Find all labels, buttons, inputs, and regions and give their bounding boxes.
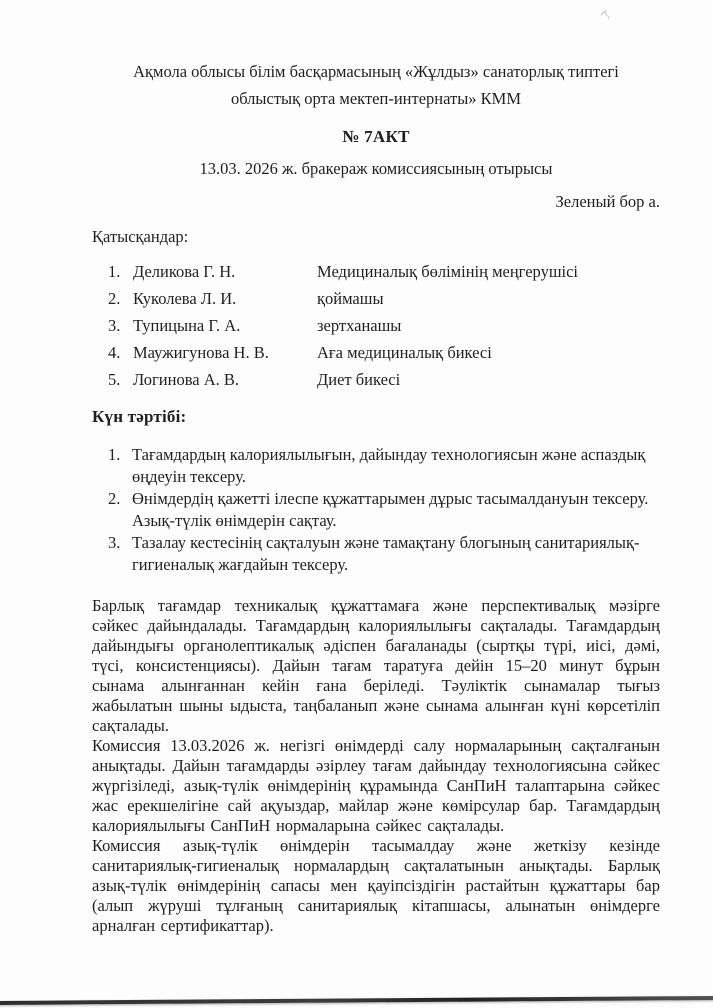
org-title-line1: Ақмола облысы білім басқармасының «Жұлдыз» санаторлық типтегі bbox=[133, 62, 619, 81]
agenda-item-text: Тазалау кестесінің сақталуын және тамақтану блогының санитариялық-гигиеналық жағдайын тексеру. bbox=[132, 533, 640, 574]
body-paragraph: Комиссия азық-түлік өнімдерін тасымалдау және жеткізу кезінде санитариялық-гигиеналық нормалардың сақталатынын анықтады. Барлық азық-түлік өнімдерінің сапасы мен қауіпсіздігін растайтын құжаттары бар (алып жүруші тұлғаның санитариялық кітапшасы, алынатын өнімдерге арналған сертификаттар). bbox=[92, 836, 660, 935]
participant-name: Маужигунова Н. В. bbox=[133, 343, 269, 362]
participant-name: Куколева Л. И. bbox=[133, 289, 237, 308]
participant-row bbox=[108, 312, 660, 339]
body-paragraph: Барлық тағамдар техникалық құжаттамаға және перспективалық мәзірге сәйкес дайындалады. Тағамдардың калориялылығы сақталады. Тағамдардың дайындығы органолептикалық әдіспен бағаланады (сыртқы түрі, иісі, дәмі, түсі, консистенциясы). Дайын тағам таратуға дейін 15–20 минут бұрын сынама алынғаннан кейін ғана беріледі. Тәуліктік сынамалар тығыз жабылатын шыны ыдыста, таңбаланып және сынама алынған күні көрсетіліп сақталады. bbox=[92, 596, 660, 735]
participant-number: 4. bbox=[108, 343, 121, 362]
participant-name: Тупицына Г. А. bbox=[133, 316, 241, 335]
participant-role: зертханашы bbox=[317, 316, 402, 335]
participant-number: 2. bbox=[108, 289, 121, 308]
scan-artifact-mark bbox=[598, 7, 614, 23]
agenda-item-number: 1. bbox=[108, 445, 121, 464]
participant-number: 3. bbox=[108, 316, 121, 335]
agenda-item bbox=[108, 532, 660, 576]
act-number-heading: № 7АКТ bbox=[342, 127, 410, 146]
participant-number: 5. bbox=[108, 370, 121, 389]
participant-row bbox=[108, 258, 660, 285]
participant-row bbox=[108, 339, 660, 366]
participant-row bbox=[108, 366, 660, 393]
body-paragraphs bbox=[92, 596, 660, 936]
agenda-item-text: Тағамдардың калориялылығын, дайындау технологиясын және аспаздық өңдеуін тексеру. bbox=[132, 445, 646, 486]
agenda-item-text: Өнімдердің қажетті ілеспе құжаттарымен дұрыс тасымалдануын тексеру. Азық-түлік өнімдерін сақтау. bbox=[132, 489, 649, 530]
agenda-item bbox=[108, 444, 660, 488]
meeting-title: 13.03. 2026 ж. бракераж комиссиясының отырысы bbox=[199, 159, 553, 178]
agenda-item-number: 3. bbox=[108, 533, 121, 552]
body-paragraph: Комиссия 13.03.2026 ж. негізгі өнімдерді салу нормаларының сақталғанын анықтады. Дайын тағамдарды әзірлеу тағам дайындау технологиясына сәйкес жүргізіледі, азық-түлік өнімдерінің құрамында СанПиН талаптарына сәйкес жас ерекшелігіне сай ақуыздар, майлар және көмірсулар бар. Тағамдардың калориялылығы СанПиН нормаларына сәйкес сақталады. bbox=[92, 736, 660, 835]
location-line: Зеленый бор а. bbox=[555, 192, 660, 211]
participant-role: Медициналық бөлімінің меңгерушісі bbox=[317, 262, 579, 281]
scan-edge bbox=[0, 996, 713, 1005]
participant-number: 1. bbox=[108, 262, 121, 281]
participants-heading: Қатысқандар: bbox=[92, 227, 189, 246]
org-title-line2: облыстық орта мектеп-интернаты» КММ bbox=[230, 89, 522, 108]
participant-name: Деликова Г. Н. bbox=[133, 262, 236, 281]
document-content bbox=[92, 58, 660, 936]
participants-list bbox=[92, 258, 660, 393]
agenda-list bbox=[92, 444, 660, 576]
agenda-item bbox=[108, 488, 660, 532]
participant-role: қоймашы bbox=[317, 289, 384, 308]
participant-name: Логинова А. В. bbox=[133, 370, 240, 389]
participant-role: Диет бикесі bbox=[317, 370, 401, 389]
agenda-item-number: 2. bbox=[108, 489, 121, 508]
participant-role: Аға медициналық бикесі bbox=[317, 343, 492, 362]
participant-row bbox=[108, 285, 660, 312]
agenda-heading: Күн тәртібі: bbox=[92, 407, 187, 426]
